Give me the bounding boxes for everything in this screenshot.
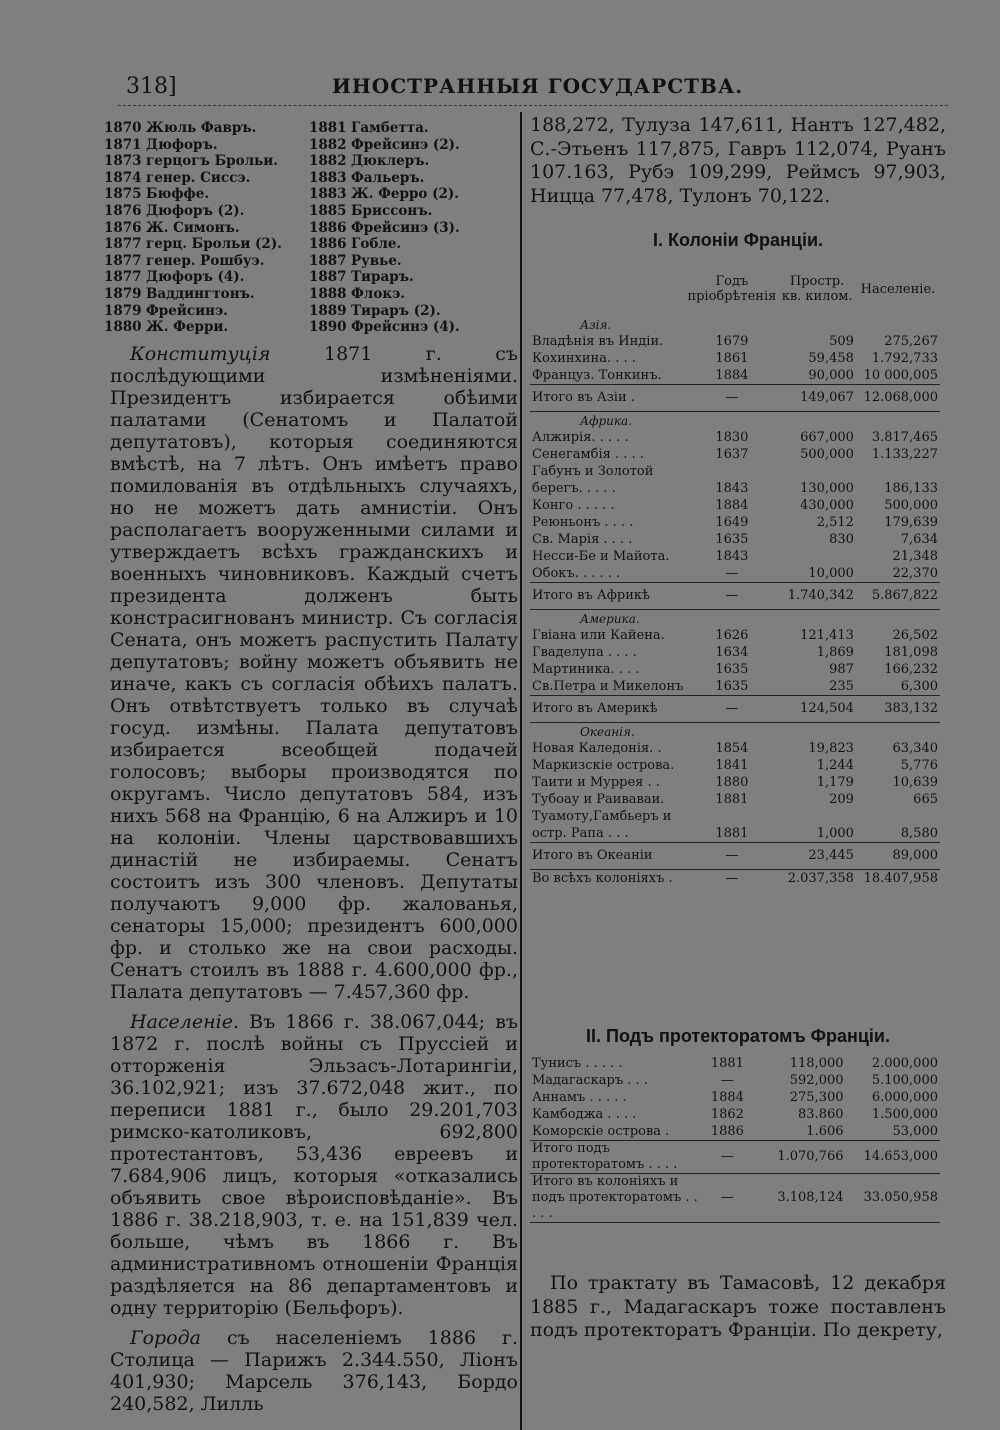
cell: 186,133: [884, 481, 938, 496]
category-label: Азія.: [580, 318, 612, 332]
cell: 209: [829, 792, 854, 807]
ruler-year: 1873: [104, 153, 142, 170]
cell: 63,340: [892, 741, 938, 756]
cell: 665: [913, 792, 938, 807]
ruler-row: [104, 286, 514, 303]
category-label: Америка.: [580, 612, 640, 626]
cell: 1.606: [806, 1124, 844, 1139]
table-row: [530, 740, 940, 757]
table-row: [530, 514, 940, 531]
cell: —: [701, 1141, 754, 1174]
cell: Новая Каледонія. .: [532, 741, 662, 756]
cell: 2.037,358: [787, 871, 854, 886]
category-row: [530, 316, 940, 333]
cell: 2.000,000: [871, 1056, 938, 1071]
cell: 1881: [715, 792, 749, 807]
cell: 10,000: [808, 566, 854, 581]
cell: [685, 808, 778, 825]
cell: —: [725, 871, 739, 886]
cell: 89,000: [856, 843, 940, 870]
cell: —: [701, 1174, 754, 1223]
ruler-name: Дюфоръ (2).: [146, 202, 245, 219]
ruler-row: [104, 319, 514, 336]
ruler-year: 1875: [104, 186, 142, 203]
cell: 7,634: [900, 532, 938, 547]
table-row: [530, 774, 940, 791]
cell: 181,098: [884, 645, 938, 660]
cell: 2,512: [816, 515, 854, 530]
cell: 509: [829, 334, 854, 349]
ruler-row: [104, 137, 514, 154]
cell: 1843: [715, 549, 749, 564]
cell: Во всѣхъ колоніяхъ .: [532, 871, 673, 886]
cell: Францyз. Тонкинъ.: [532, 368, 662, 383]
ruler-name: Дюфоръ.: [146, 136, 218, 153]
table-row: [530, 367, 940, 385]
header-blank: [530, 262, 685, 316]
cell: 1841: [715, 758, 749, 773]
cell: —: [685, 843, 778, 870]
ruler-year: 1880: [104, 319, 142, 336]
cell: 500,000: [884, 498, 938, 513]
cell: 12.068,000: [856, 385, 940, 412]
ruler-left: [104, 253, 309, 270]
ruler-year: 1885: [309, 202, 347, 219]
cities-body: съ населеніемъ 1886 г. Столица — Парижъ 2.344.550, Ліонъ 401,930; Марсель 376,143, Бордо 240,582, Лилль: [110, 1327, 518, 1415]
cell: 1881: [710, 1056, 744, 1071]
ruler-name: Гобле.: [351, 236, 402, 253]
table-row: [530, 678, 940, 696]
cell: 1854: [715, 741, 749, 756]
ruler-row: [104, 269, 514, 286]
total-row: [530, 583, 940, 610]
cell: Итого подъ протекторатомъ . . . .: [530, 1141, 701, 1174]
cell: Коморскіе острова .: [532, 1124, 670, 1139]
ruler-right: [309, 319, 460, 336]
table-row: [530, 333, 940, 350]
cell: Маркизскіе острова.: [532, 758, 675, 773]
section-colonies-title: I. Колоніи Франціи.: [652, 230, 824, 250]
cell: 6.000,000: [871, 1090, 938, 1105]
cell: Камбоджа . . . .: [532, 1107, 637, 1122]
cell: 5.100,000: [871, 1073, 938, 1088]
ruler-year: 1874: [104, 169, 142, 186]
cell: 592,000: [789, 1073, 844, 1088]
ruler-name: Ж. Ферро (2).: [351, 186, 459, 203]
ruler-year: 1881: [309, 120, 347, 136]
ruler-year: 1889: [309, 302, 347, 319]
table-row: [530, 1055, 940, 1072]
cell: 430,000: [800, 498, 854, 513]
running-header: ИНОСТРАННЫЯ ГОСУДАРСТВА.: [332, 74, 744, 98]
ruler-name: Фрейсинэ (2).: [351, 136, 460, 153]
cell: [778, 808, 856, 825]
cell: 1843: [715, 481, 749, 496]
ruler-right: [309, 186, 459, 203]
table-row: [530, 1123, 940, 1141]
table-row: [530, 627, 940, 644]
column-divider: [520, 112, 522, 1430]
cell: Габунъ и Золотой: [532, 464, 654, 479]
constitution-lead: Конституція: [130, 343, 271, 365]
cell: 1635: [715, 679, 749, 694]
cell: Мартиника. . . .: [532, 662, 640, 677]
ruler-year: 1876: [104, 202, 142, 219]
ruler-year: 1888: [309, 285, 347, 302]
ruler-name: Дюфоръ (4).: [146, 269, 245, 286]
cell: —: [720, 1073, 734, 1088]
ruler-left: [104, 137, 309, 154]
ruler-right: [309, 303, 441, 320]
ruler-year: 1877: [104, 236, 142, 253]
ruler-name: Тираръ.: [351, 269, 414, 286]
header-row: [530, 262, 940, 316]
cell: 1880: [715, 775, 749, 790]
cell: 1.740,342: [778, 583, 856, 610]
cell: 1635: [715, 662, 749, 677]
ruler-name: Фрейсинэ (4).: [351, 319, 460, 336]
table-row: [530, 1072, 940, 1089]
cell: [778, 463, 856, 480]
cell: 53,000: [892, 1124, 938, 1139]
cell: 1830: [715, 430, 749, 445]
ruler-name: Рувье.: [351, 252, 402, 269]
ruler-year: 1886: [309, 236, 347, 253]
ruler-name: Бриссонъ.: [351, 202, 433, 219]
ruler-left: [104, 303, 309, 320]
cell: Итого въ колоніяхъ и подъ протекторатомъ . . . . .: [530, 1174, 701, 1223]
ruler-left: [104, 186, 309, 203]
cell: 987: [829, 662, 854, 677]
table-row: [530, 661, 940, 678]
ruler-name: герц. Брольи (2).: [146, 236, 282, 253]
column-header: Простр. кв. килом.: [781, 274, 853, 304]
ruler-year: 1879: [104, 285, 142, 302]
cell: 33.050,958: [846, 1174, 940, 1223]
cell: 1.133,227: [871, 447, 938, 462]
ministers-list: [104, 120, 514, 336]
bottom-paragraph: По трактату въ Тамасовѣ, 12 декабря 1885 г., Мадагаскаръ тоже поставленъ подъ протекторатъ Франціи. По декрету,: [530, 1272, 946, 1341]
cell: 179,639: [884, 515, 938, 530]
cell: 1626: [715, 628, 749, 643]
cell: Св. Марія . . . .: [532, 532, 633, 547]
cell: Итого въ Африкѣ: [530, 583, 685, 610]
table-row: [530, 757, 940, 774]
grand-colonies-row: [530, 870, 940, 888]
cell: 19,823: [808, 741, 854, 756]
ruler-right: [309, 253, 402, 270]
constitution-body: 1871 г. съ послѣдующими измѣненіями. Президентъ избирается обѣими палатами (Сенатомъ и Палатой депутатовъ), которыя соединяются вмѣстѣ, на 7 лѣтъ. Онъ имѣетъ право помилованія въ отдѣльныхъ случаяхъ, но не можетъ дать амнистіи. Онъ располагаетъ вооруженными силами и утверждаетъ всѣхъ гражданскихъ и военныхъ чиновниковъ. Каждый счетъ президента долженъ быть констрасигнованъ министр. Съ согласія Сената, онъ можетъ распустить Палату депутатовъ; войну можетъ объявить не иначе, какъ съ согласія обѣихъ палатъ. Онъ отвѣтствуетъ только въ случаѣ госуд. измѣны. Палата депутатовъ избирается всеобщей подачей голосовъ; выборы производятся по округамъ. Число депутатовъ 584, изъ нихъ 568 на Францію, 6 на Алжиръ и 10 на колоніи. Члены царствовавшихъ династій не избираемы. Сенатъ состоитъ изъ 300 членовъ. Депутаты получаютъ 9,000 фр. жалованья, сенаторы 15,000; президентъ 600,000 фр. и столько же на свои расходы. Сенатъ стоилъ въ 1888 г. 4.600,000 фр., Палата депутатовъ — 7.457,360 фр.: [110, 343, 518, 1003]
ruler-name: Фальеръ.: [351, 169, 425, 186]
ruler-name: герцогъ Брольи.: [146, 153, 278, 170]
ruler-row: [104, 236, 514, 253]
cell: Аннамъ . . . . .: [532, 1090, 627, 1105]
table-row: [530, 565, 940, 583]
cell: Кохинхина. . . .: [532, 351, 636, 366]
cell: 166,232: [884, 662, 938, 677]
population-paragraph: [110, 1011, 518, 1319]
cell: 1884: [715, 498, 749, 513]
table-row: [530, 791, 940, 808]
ruler-right: [309, 220, 460, 237]
cell: Тунисъ . . . . .: [532, 1056, 623, 1071]
cell: Мадагаскаръ . . .: [532, 1073, 648, 1088]
cell: 1635: [715, 532, 749, 547]
ruler-name: Дюклеръ.: [351, 153, 430, 170]
ruler-right: [309, 137, 460, 154]
cell: 1,869: [816, 645, 854, 660]
cell: 3.108,124: [754, 1174, 846, 1223]
table-row: [530, 1106, 940, 1123]
cities-lead: Города: [130, 1327, 201, 1349]
ruler-left: [104, 153, 309, 170]
ruler-row: [104, 153, 514, 170]
ruler-row: [104, 186, 514, 203]
ruler-year: 1871: [104, 136, 142, 153]
cell: Итого въ Азіи .: [530, 385, 685, 412]
table-row: [530, 463, 940, 480]
cell: 1,244: [816, 758, 854, 773]
cell: 18.407,958: [863, 871, 938, 886]
cell: 275,300: [789, 1090, 844, 1105]
ruler-year: 1879: [104, 302, 142, 319]
category-label: Океанія.: [580, 725, 635, 739]
cell: —: [685, 696, 778, 723]
ruler-row: [104, 303, 514, 320]
cell: 59,458: [808, 351, 854, 366]
total-row: [530, 385, 940, 412]
ruler-right: [309, 120, 429, 137]
header-rule: [118, 105, 948, 106]
cell: 21,348: [892, 549, 938, 564]
cell: 1634: [715, 645, 749, 660]
ruler-right: [309, 236, 401, 253]
table-row: [530, 825, 940, 843]
ruler-name: Жюль Фавръ.: [146, 120, 257, 136]
cell: Гваделупа . . . .: [532, 645, 637, 660]
cell: 22,370: [892, 566, 938, 581]
cell: 1,179: [816, 775, 854, 790]
ruler-year: 1876: [104, 219, 142, 236]
cell: 83.860: [798, 1107, 844, 1122]
cell: —: [685, 385, 778, 412]
ruler-row: [104, 253, 514, 270]
cell: 1881: [715, 826, 749, 841]
cell: 1.792,733: [871, 351, 938, 366]
ruler-row: [104, 120, 514, 137]
cell: 1.070,766: [754, 1141, 846, 1174]
constitution-paragraph: [110, 343, 518, 1003]
table-row: [530, 808, 940, 825]
cell: 23,445: [778, 843, 856, 870]
ruler-left: [104, 203, 309, 220]
ruler-row: [104, 203, 514, 220]
cell: [856, 463, 940, 480]
cell: 130,000: [800, 481, 854, 496]
cities-paragraph: [110, 1327, 518, 1415]
ruler-name: Фрейсинэ.: [146, 302, 228, 319]
cell: 1862: [710, 1107, 744, 1122]
cell: 26,502: [892, 628, 938, 643]
category-label: Африка.: [580, 414, 633, 428]
ruler-left: [104, 120, 309, 137]
page-number: 318]: [126, 74, 177, 99]
cell: 6,300: [900, 679, 938, 694]
cell: 118,000: [789, 1056, 844, 1071]
cell: остр. Рапа . . .: [532, 826, 629, 841]
cell: Обокъ. . . . . .: [532, 566, 621, 581]
ruler-name: генер. Сиссэ.: [146, 169, 251, 186]
ruler-name: Ж. Симонъ.: [146, 219, 240, 236]
total-row: [530, 843, 940, 870]
ruler-left: [104, 319, 309, 336]
ruler-name: Ваддингтонъ.: [146, 285, 255, 302]
cell: 14.653,000: [846, 1141, 940, 1174]
ruler-right: [309, 203, 432, 220]
table-row: [530, 350, 940, 367]
table-row: [530, 531, 940, 548]
cell: 1861: [715, 351, 749, 366]
ruler-year: 1887: [309, 269, 347, 286]
ruler-name: Тираръ (2).: [351, 302, 441, 319]
ruler-left: [104, 220, 309, 237]
column-header: Населеніе.: [860, 281, 936, 297]
ruler-name: Ж. Ферри.: [146, 319, 229, 336]
cell: Итого въ Америкѣ: [530, 696, 685, 723]
cell: 1886: [710, 1124, 744, 1139]
table-row: [530, 446, 940, 463]
cell: 830: [829, 532, 854, 547]
ruler-year: 1870: [104, 120, 142, 136]
ruler-name: Гамбетта.: [351, 120, 429, 136]
cell: 8,580: [900, 826, 938, 841]
ruler-year: 1882: [309, 153, 347, 170]
cell: Туамоту,Гамбьеръ и: [532, 809, 672, 824]
ruler-year: 1883: [309, 169, 347, 186]
cell: 383,132: [856, 696, 940, 723]
table-row: [530, 429, 940, 446]
cell: 1884: [715, 368, 749, 383]
cell: Конго . . . . .: [532, 498, 615, 513]
cell: 10 000,005: [863, 368, 938, 383]
ruler-name: Флокэ.: [351, 285, 405, 302]
ruler-year: 1886: [309, 219, 347, 236]
ruler-row: [104, 170, 514, 187]
ruler-left: [104, 286, 309, 303]
cell: 500,000: [800, 447, 854, 462]
ruler-name: генер. Рошбуэ.: [146, 252, 265, 269]
cell: 5.867,822: [856, 583, 940, 610]
cell: 90,000: [808, 368, 854, 383]
section-protectorate-title: II. Подъ протекторатомъ Франціи.: [586, 1026, 890, 1046]
cell: Таити и Муррея . .: [532, 775, 660, 790]
cell: Св.Петра и Микелонъ: [532, 679, 684, 694]
cell: Алжирія. . . . .: [532, 430, 629, 445]
ruler-year: 1877: [104, 269, 142, 286]
cell: 3.817,465: [871, 430, 938, 445]
category-row: [530, 412, 940, 430]
ruler-right: [309, 286, 405, 303]
cell: 275,267: [884, 334, 938, 349]
table-row: [530, 1089, 940, 1106]
table-row: [530, 480, 940, 497]
cities-continuation: 188,272, Тулуза 147,611, Нантъ 127,482, С.-Этьенъ 117,875, Гавръ 112,074, Руанъ 107.163, Рубэ 109,299, Реймсъ 97,903, Ницца 77,478, Тулонъ 70,122.: [530, 114, 946, 207]
population-lead: Населеніе.: [130, 1011, 239, 1033]
ruler-year: 1882: [309, 136, 347, 153]
ruler-year: 1890: [309, 319, 347, 336]
cell: 121,413: [800, 628, 854, 643]
category-row: [530, 610, 940, 628]
ruler-left: [104, 236, 309, 253]
column-header: Годъ пріобрѣтенія: [687, 274, 777, 304]
cell: 5,776: [900, 758, 938, 773]
cell: 1649: [715, 515, 749, 530]
cell: 1,000: [816, 826, 854, 841]
cell: Сенегамбія . . . .: [532, 447, 644, 462]
cell: Тубоау и Раиваваи.: [532, 792, 665, 807]
cell: [778, 548, 856, 565]
cell: Гвіана или Кайена.: [532, 628, 665, 643]
book-page: [96, 50, 948, 1420]
cell: Владѣнія въ Индіи.: [532, 334, 664, 349]
cell: 149,067: [778, 385, 856, 412]
table-row: [530, 644, 940, 661]
cell: —: [685, 583, 778, 610]
ruler-left: [104, 269, 309, 286]
cell: Реюньонъ . . . .: [532, 515, 634, 530]
cell: Итого въ Океаніи: [530, 843, 685, 870]
ruler-year: 1883: [309, 186, 347, 203]
ruler-left: [104, 170, 309, 187]
protectorate-table: [530, 1055, 940, 1223]
colonies-table: [530, 262, 940, 887]
ruler-right: [309, 170, 424, 187]
cell: 235: [829, 679, 854, 694]
cell: 667,000: [800, 430, 854, 445]
total-row: [530, 696, 940, 723]
total-row: [530, 1141, 940, 1174]
cell: 10,639: [892, 775, 938, 790]
left-column-text: [110, 343, 518, 1423]
cell: [856, 808, 940, 825]
cell: —: [725, 566, 739, 581]
cell: 1679: [715, 334, 749, 349]
ruler-row: [104, 220, 514, 237]
ruler-name: Фрейсинэ (3).: [351, 219, 460, 236]
cell: 1884: [710, 1090, 744, 1105]
ruler-right: [309, 269, 414, 286]
table-row: [530, 497, 940, 514]
category-row: [530, 723, 940, 741]
cell: берегъ. . . . .: [532, 481, 616, 496]
ruler-year: 1877: [104, 252, 142, 269]
cell: 1637: [715, 447, 749, 462]
population-body: Въ 1866 г. 38.067,044; въ 1872 г. послѣ войны съ Пруссіей и отторженія Эльзасъ-Лотарингіи, 36.102,921; изъ 37.672,048 жит., по переписи 1881 г., было 29.201,703 римско-католиковъ, 692,800 протестантовъ, 53,436 евреевъ и 7.684,906 лицъ, которыя «отказались объявить свое вѣроисповѣданіе». Въ 1886 г. 38.218,903, т. е. на 151,839 чел. больше, чѣмъ въ 1866 г. Въ административномъ отношеніи Франція раздѣляется на 86 департаментовъ и одну территорію (Бельфоръ).: [110, 1011, 518, 1319]
table-row: [530, 548, 940, 565]
cell: Несси-Бе и Майота.: [532, 549, 670, 564]
ruler-right: [309, 153, 429, 170]
cell: 1.500,000: [871, 1107, 938, 1122]
ruler-name: Бюффе.: [146, 186, 210, 203]
cell: 124,504: [778, 696, 856, 723]
ruler-year: 1887: [309, 252, 347, 269]
cell: [685, 463, 778, 480]
grand-total-row: [530, 1174, 940, 1223]
